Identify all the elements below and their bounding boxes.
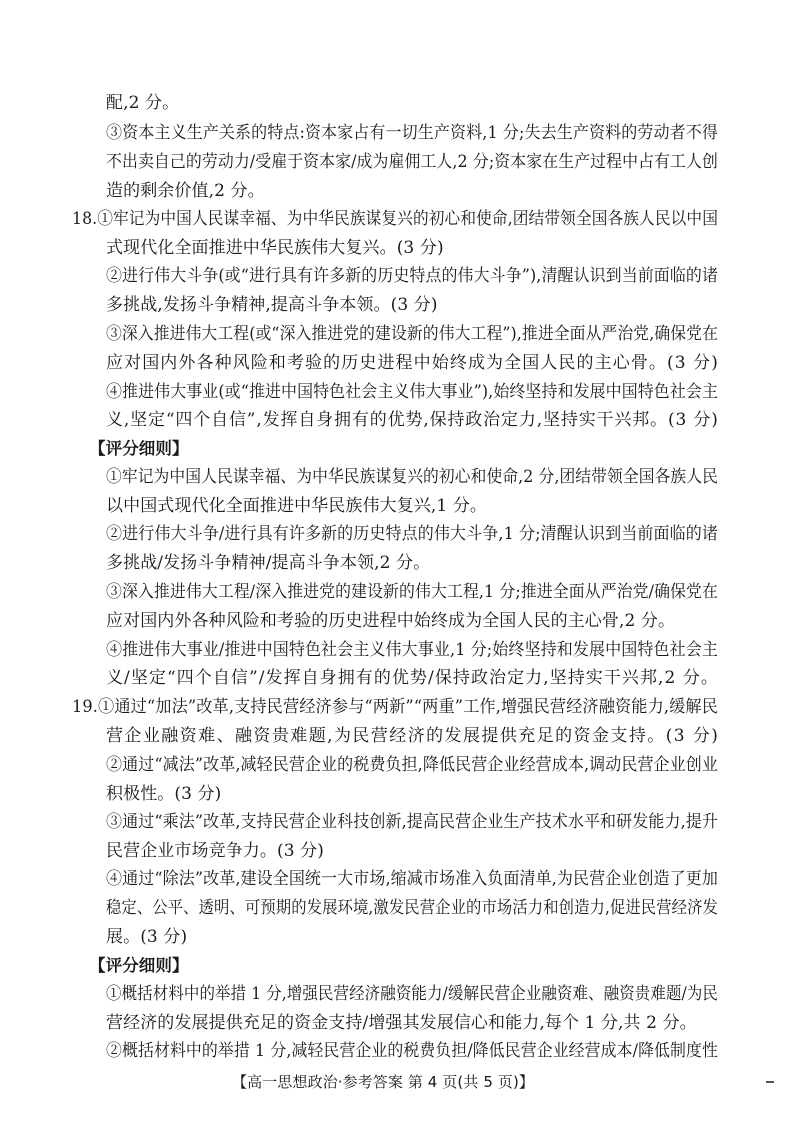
text-line: ③深入推进伟大工程(或“深入推进党的建设新的伟大工程”),推进全面从严治党,确保党在: [106, 324, 718, 344]
text-line: ④推进伟大事业/推进中国特色社会主义伟大事业,1 分;始终坚持和发展中国特色社会主: [106, 640, 718, 660]
text-line: 19.①通过“加法”改革,支持民营经济参与“两新”“两重”工作,增强民营经济融资能力,缓解民: [72, 697, 718, 717]
text-line: 应对国内外各种风险和考验的历史进程中始终成为全国人民的主心骨。(3 分): [106, 353, 719, 373]
corner-mark: [766, 1081, 774, 1083]
text-line: 造的剩余价值,2 分。: [106, 181, 265, 201]
text-line: 配,2 分。: [106, 93, 180, 113]
text-line: 展。(3 分): [106, 927, 188, 947]
text-line: 义,坚定“四个自信”,发挥自身拥有的优势,保持政治定力,坚持实干兴邦。(3 分): [106, 410, 719, 430]
text-line: 18.①牢记为中国人民谋幸福、为中华民族谋复兴的初心和使命,团结带领全国各族人民以中国: [72, 209, 718, 229]
text-line: ④推进伟大事业(或“推进中国特色社会主义伟大事业”),始终坚持和发展中国特色社会主: [106, 382, 718, 402]
text-line: 营企业融资难、融资贵难题,为民营经济的发展提供充足的资金支持。(3 分): [106, 726, 720, 746]
text-line: 以中国式现代化全面推进中华民族伟大复兴,1 分。: [106, 496, 488, 516]
text-line: 多挑战/发扬斗争精神/提高斗争本领,2 分。: [106, 553, 431, 573]
text-line: 式现代化全面推进中华民族伟大复兴。(3 分): [106, 238, 444, 258]
section-heading: 【评分细则】: [89, 956, 189, 975]
text-line: ③通过“乘法”改革,支持民营企业科技创新,提高民营企业生产技术水平和研发能力,提升: [106, 812, 718, 832]
text-line: 多挑战,发扬斗争精神,提高斗争本领。(3 分): [106, 295, 438, 315]
text-line: 不出卖自己的劳动力/受雇于资本家/成为雇佣工人,2 分;资本家在生产过程中占有工人创: [106, 152, 718, 172]
text-line: 应对国内外各种风险和考验的历史进程中始终成为全国人民的主心骨,2 分。: [106, 611, 676, 631]
text-line: 义/坚定“四个自信”/发挥自身拥有的优势/保持政治定力,坚持实干兴邦,2 分。: [106, 668, 719, 688]
text-line: ②概括材料中的举措 1 分,减轻民营企业的税费负担/降低民营企业经营成本/降低制度性: [106, 1041, 718, 1061]
section-heading: 【评分细则】: [89, 439, 189, 458]
text-line: ④通过“除法”改革,建设全国统一大市场,缩减市场准入负面清单,为民营企业创造了更加: [106, 869, 718, 889]
text-line: 稳定、公平、透明、可预期的发展环境,激发民营企业的市场活力和创造力,促进民营经济发: [106, 898, 718, 918]
text-line: ③资本主义生产关系的特点:资本家占有一切生产资料,1 分;失去生产资料的劳动者不得: [106, 123, 718, 143]
text-line: ①牢记为中国人民谋幸福、为中华民族谋复兴的初心和使命,2 分,团结带领全国各族人民: [106, 467, 718, 487]
text-line: ③深入推进伟大工程/深入推进党的建设新的伟大工程,1 分;推进全面从严治党/确保党在: [106, 582, 718, 602]
text-line: ②通过“减法”改革,减轻民营企业的税费负担,降低民营企业经营成本,调动民营企业创业: [106, 755, 718, 775]
text-line: ①概括材料中的举措 1 分,增强民营经济融资能力/缓解民营企业融资难、融资贵难题/为民: [106, 984, 718, 1004]
page-footer: 【高一思想政治·参考答案 第 4 页(共 5 页)】: [232, 1073, 535, 1091]
text-line: ②进行伟大斗争(或“进行具有许多新的历史特点的伟大斗争”),清醒认识到当前面临的诸: [106, 266, 718, 286]
text-line: 民营企业市场竞争力。(3 分): [106, 841, 324, 861]
text-line: ②进行伟大斗争/进行具有许多新的历史特点的伟大斗争,1 分;清醒认识到当前面临的诸: [106, 524, 718, 544]
text-line: 营经济的发展提供充足的资金支持/增强其发展信心和能力,每个 1 分,共 2 分。: [106, 1013, 697, 1033]
text-line: 积极性。(3 分): [106, 784, 222, 804]
